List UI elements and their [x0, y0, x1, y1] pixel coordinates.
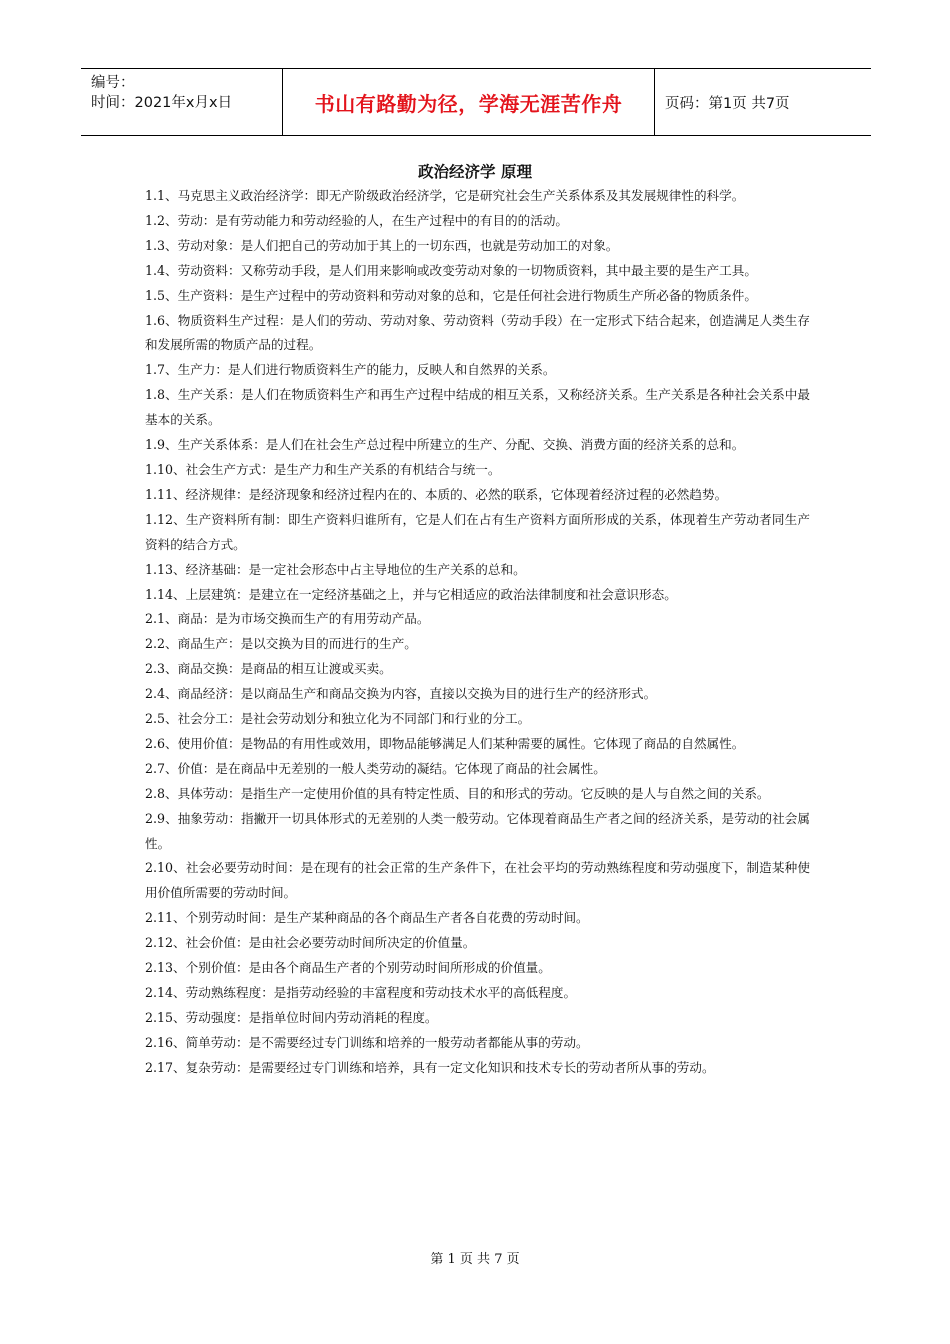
header-motto-cell [283, 69, 655, 135]
definition-entry: 1.9、生产关系体系：是人们在社会生产总过程中所建立的生产、分配、交换、消费方面的经济关系的总和。 [145, 437, 745, 453]
definition-entry: 2.8、具体劳动：是指生产一定使用价值的具有特定性质、目的和形式的劳动。它反映的是人与自然之间的关系。 [145, 785, 770, 801]
definition-entry: 2.13、个别价值：是由各个商品生产者的个别劳动时间所形成的价值量。 [145, 960, 551, 976]
definition-entry: 1.4、劳动资料：又称劳动手段，是人们用来影响或改变劳动对象的一切物质资料，其中最主要的是生产工具。 [145, 262, 757, 278]
definition-entry: 2.5、社会分工：是社会劳动划分和独立化为不同部门和行业的分工。 [145, 711, 531, 727]
definition-entry: 1.7、生产力：是人们进行物质资料生产的能力，反映人和自然界的关系。 [145, 362, 556, 378]
definition-entry: 2.15、劳动强度：是指单位时间内劳动消耗的程度。 [145, 1009, 438, 1025]
definition-entry: 2.17、复杂劳动：是需要经过专门训练和培养，具有一定文化知识和技术专长的劳动者所从事的劳动。 [145, 1059, 715, 1075]
header-page-cell [655, 69, 871, 135]
definition-entry: 2.4、商品经济：是以商品生产和商品交换为内容，直接以交换为目的进行生产的经济形式。 [145, 686, 657, 702]
definition-entry: 2.7、价值：是在商品中无差别的一般人类劳动的凝结。它体现了商品的社会属性。 [145, 760, 606, 776]
definition-entry: 1.2、劳动：是有劳动能力和劳动经验的人，在生产过程中的有目的的活动。 [145, 212, 569, 228]
definition-entry: 1.5、生产资料：是生产过程中的劳动资料和劳动对象的总和，它是任何社会进行物质生产所必备的物质条件。 [145, 287, 757, 303]
page-footer: 第 1 页 共 7 页 [430, 1252, 520, 1267]
document-title: 政治经济学 原理 [418, 163, 532, 181]
definition-entry: 1.13、经济基础：是一定社会形态中占主导地位的生产关系的总和。 [145, 561, 526, 577]
header-page-label: 页码：第1页 共7页 [665, 95, 790, 112]
definition-entry: 2.3、商品交换：是商品的相互让渡或买卖。 [145, 661, 392, 677]
definition-entry: 2.12、社会价值：是由社会必要劳动时间所决定的价值量。 [145, 935, 476, 951]
header-meta [81, 69, 283, 135]
page-header [81, 68, 871, 136]
document-body [145, 184, 810, 1081]
definition-entry: 2.11、个别劳动时间：是生产某种商品的各个商品生产者各自花费的劳动时间。 [145, 910, 589, 926]
definition-entry: 1.12、生产资料所有制：即生产资料归谁所有，它是人们在占有生产资料方面所形成的关系，体现着生产劳动者同生产资料的结合方式。 [145, 511, 810, 552]
definition-entry: 1.14、上层建筑：是建立在一定经济基础之上，并与它相适应的政治法律制度和社会意识形态。 [145, 586, 677, 602]
definition-entry: 1.6、物质资料生产过程：是人们的劳动、劳动对象、劳动资料（劳动手段）在一定形式下结合起来，创造满足人类生存和发展所需的物质产品的过程。 [145, 312, 810, 353]
definition-entry: 1.8、生产关系：是人们在物质资料生产和再生产过程中结成的相互关系，又称经济关系。生产关系是各种社会关系中最基本的关系。 [145, 387, 810, 428]
definition-entry: 1.10、社会生产方式：是生产力和生产关系的有机结合与统一。 [145, 461, 501, 477]
definition-entry: 1.3、劳动对象：是人们把自己的劳动加于其上的一切东西，也就是劳动加工的对象。 [145, 237, 619, 253]
definition-entry: 2.16、简单劳动：是不需要经过专门训练和培养的一般劳动者都能从事的劳动。 [145, 1034, 589, 1050]
definition-entry: 2.6、使用价值：是物品的有用性或效用，即物品能够满足人们某种需要的属性。它体现了商品的自然属性。 [145, 735, 745, 751]
definition-entry: 1.1、马克思主义政治经济学：即无产阶级政治经济学，它是研究社会生产关系体系及其发展规律性的科学。 [145, 188, 745, 203]
header-motto: 书山有路勤为径，学海无涯苦作舟 [314, 91, 623, 116]
document-number-label: 编号： [91, 75, 135, 91]
definition-entry: 2.2、商品生产：是以交换为目的而进行的生产。 [145, 636, 417, 652]
definition-entry: 2.9、抽象劳动：指撇开一切具体形式的无差别的人类一般劳动。它体现着商品生产者之间的经济关系，是劳动的社会属性。 [145, 810, 810, 851]
definition-entry: 1.11、经济规律：是经济现象和经济过程内在的、本质的、必然的联系，它体现着经济过程的必然趋势。 [145, 486, 728, 502]
document-date-label: 时间：2021年x月x日 [91, 95, 233, 111]
definition-entry: 2.1、商品：是为市场交换而生产的有用劳动产品。 [145, 611, 430, 627]
definition-entry: 2.14、劳动熟练程度：是指劳动经验的丰富程度和劳动技术水平的高低程度。 [145, 985, 577, 1000]
definition-entry: 2.10、社会必要劳动时间：是在现有的社会正常的生产条件下，在社会平均的劳动熟练程度和劳动强度下，制造某种使用价值所需要的劳动时间。 [145, 860, 810, 901]
